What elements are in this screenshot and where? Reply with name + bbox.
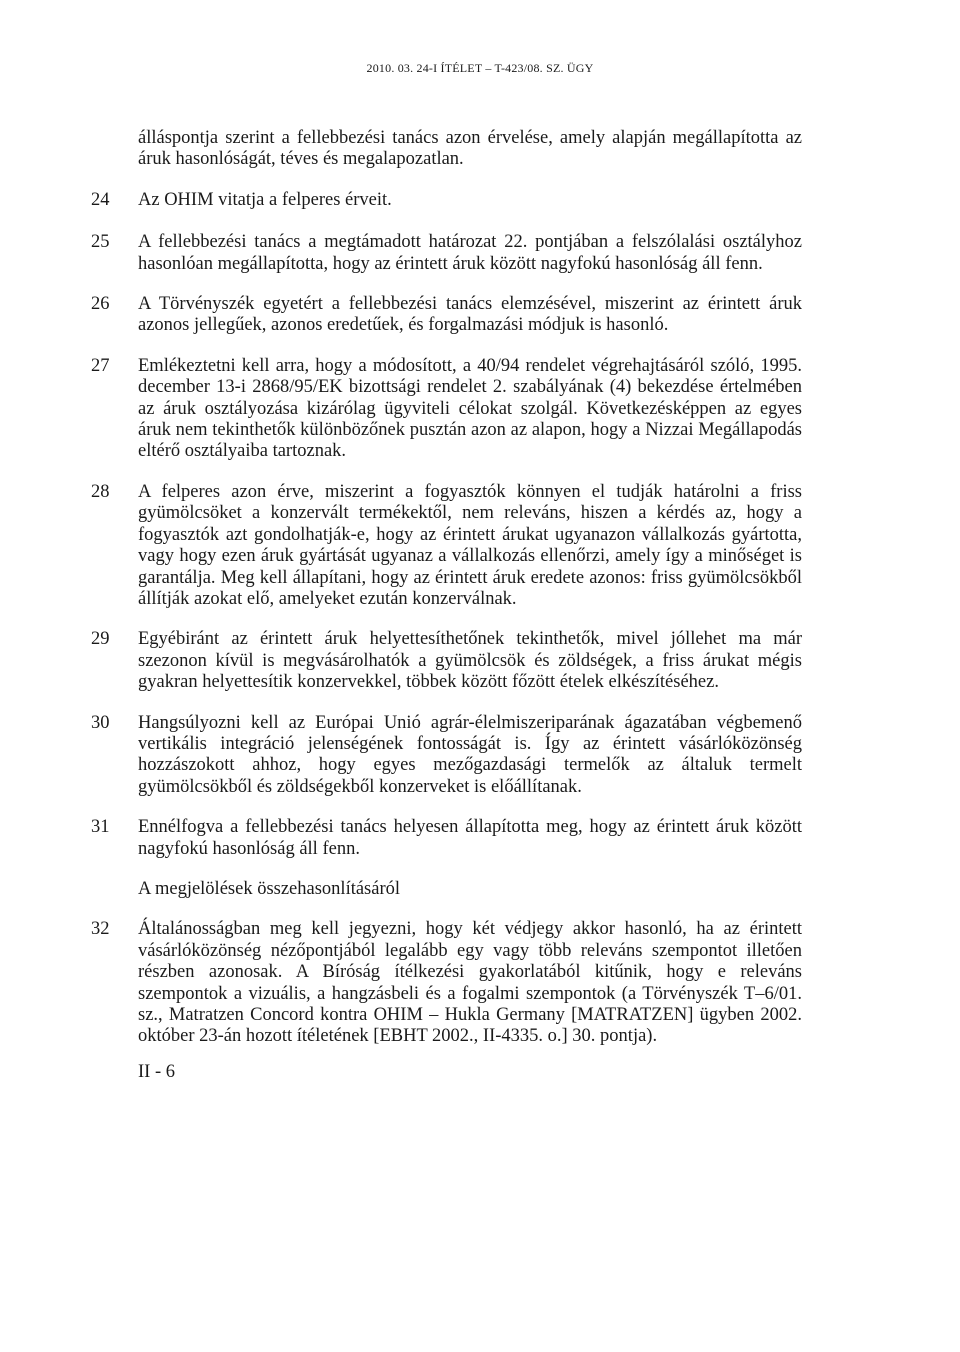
paragraph-27 [91,355,802,463]
paragraph-text: Egyébiránt az érintett áruk helyettesíthetőnek tekinthetők, mivel jóllehet ma már szezonon kívül is megvásárolhatók a gyümölcsök és zöldségek, a friss árukat mégis gyakran helyettesítik konzervekkel, többek között főzött ételek elkészítéséhez. [138,629,802,693]
paragraph-text: A felperes azon érve, miszerint a fogyasztók könnyen el tudják határolni a friss gyümölcsöket a konzervált termékektől, nem releváns, hiszen a kérdés az, hogy a fogyasztók azt gondolhatják-e, hogy az érintett árukat ugyanazon vállalkozás gyártotta, vagy hogy ezen áruk gyártását ugyanaz a vállalkozás ellenőrzi, amely így a minőséget is garantálja. Meg kell állapítani, hogy az érintett áruk eredete azonos: friss gyümölcsökből állítják azokat elő, amelyeket ezután konzerválnak. [138,481,802,609]
paragraph-text: álláspontja szerint a fellebbezési tanács azon érvelése, amely alapján megállapította az áruk hasonlóságát, téves és megalapozatlan. [138,128,802,170]
paragraph-30 [91,712,802,799]
paragraph-text: A fellebbezési tanács a megtámadott határozat 22. pontjában a felszólalási osztályhoz hasonlóan megállapította, hogy az érintett áruk között nagyfokú hasonlóság áll fenn. [138,232,802,274]
paragraph-32 [91,919,802,1047]
paragraph-25 [91,232,802,275]
paragraph-text: Hangsúlyozni kell az Európai Unió agrár-élelmiszeriparának ágazatában végbemenő vertikális integráció jelenségének fontosságát is. Így az érintett vásárlóközönség hozzászokott ahhoz, hogy egyes mezőgazdasági termelők az általuk termelt gyümölcsökből és zöldségekből konzerveket is előállítanak. [138,712,802,797]
paragraph-number: 29 [91,629,110,650]
paragraph-number: 25 [91,232,110,253]
paragraph-26 [91,294,802,337]
section-heading: A megjelölések összehasonlításáról [138,878,401,899]
paragraph-text: Emlékeztetni kell arra, hogy a módosított, a 40/94 rendelet végrehajtásáról szóló, 1995. december 13-i 2868/95/EK bizottsági rendelet 2. szabályának (4) bekezdése értelmében az áruk osztályozása kizárólag ügyviteli célokat szolgál. Következésképpen az egyes áruk nem tekinthetők különbözőnek pusztán azon az alapon, hogy a Nizzai Megállapodás eltérő osztályaiba tartoznak. [138,355,802,462]
document-body [91,128,802,1083]
paragraph-continuation [138,128,802,171]
paragraph-number: 26 [91,294,110,315]
paragraph-28 [91,481,802,610]
paragraph-number: 28 [91,481,110,502]
paragraph-24 [91,189,802,211]
paragraph-text: Általánosságban meg kell jegyezni, hogy két védjegy akkor hasonló, ha az érintett vásárlóközönség nézőpontjából legalább egy vagy több releváns szempontot illetően részben azonosak. A Bíróság ítélkezési gyakorlatából kitűnik, hogy e releváns szempontok a vizuális, a hangzásbeli és a fogalmi szempontok (a Törvényszék T–6/01. sz., Matratzen Concord kontra OHIM – Hukla Germany [MATRATZEN] ügyben 2002. október 23-án hozott ítéletének [EBHT 2002., II-4335. o.] 30. pontja). [138,919,802,1047]
paragraph-text: Ennélfogva a fellebbezési tanács helyesen állapította meg, hogy az érintett áruk között nagyfokú hasonlóság áll fenn. [138,817,802,859]
paragraph-number: 31 [91,817,110,838]
paragraph-31 [91,817,802,860]
paragraph-number: 27 [91,355,110,376]
paragraph-number: 30 [91,712,110,733]
page-header: 2010. 03. 24-I ÍTÉLET – T-423/08. SZ. ÜGY [366,61,594,75]
paragraph-number: 24 [91,189,110,210]
page-number: II - 6 [138,1061,175,1082]
paragraph-29 [91,629,802,693]
paragraph-text: A Törvényszék egyetért a fellebbezési tanács elemzésével, miszerint az érintett áruk azonos jellegűek, azonos eredetűek, és forgalmazási módjuk is hasonló. [138,294,802,336]
paragraph-text: Az OHIM vitatja a felperes érveit. [138,189,392,210]
paragraph-number: 32 [91,919,110,940]
